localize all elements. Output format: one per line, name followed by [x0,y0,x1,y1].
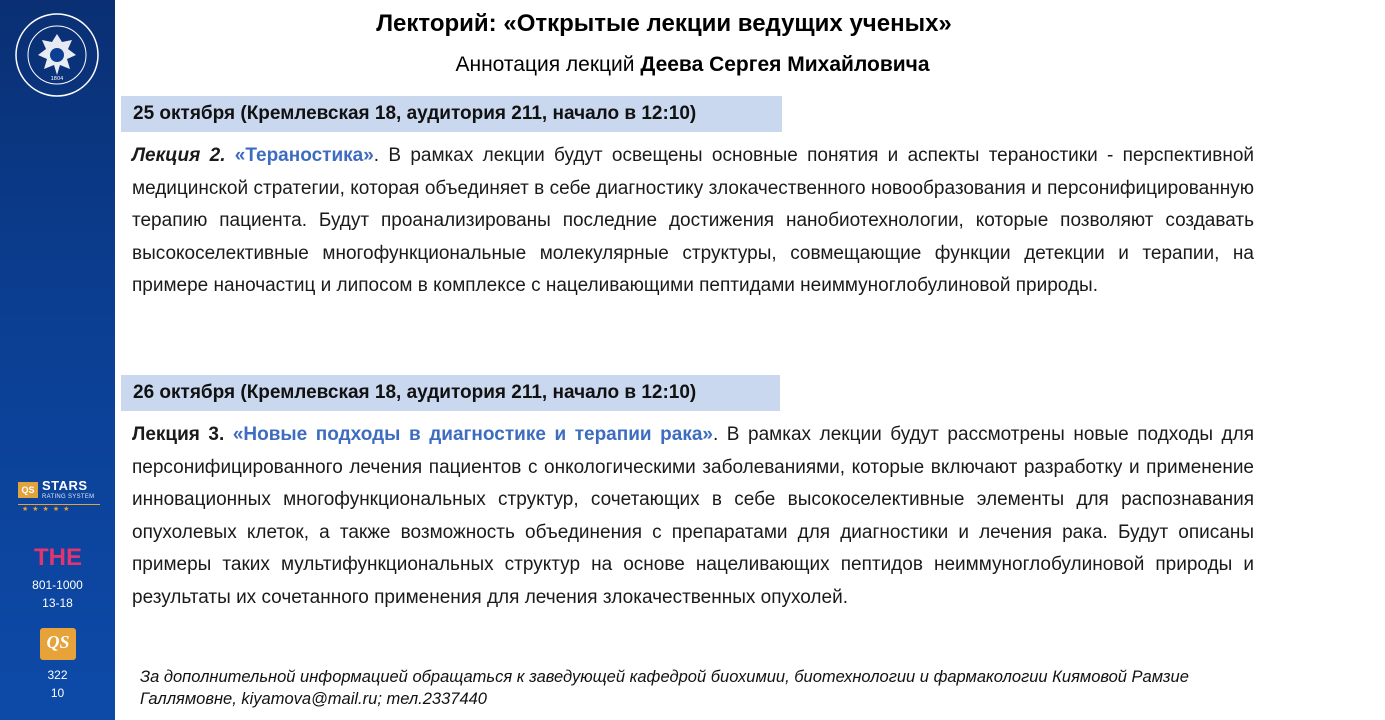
qs-logo-text: QS [46,632,70,652]
the-ranking-logo [34,538,82,572]
lecture-topic: «Новые подходы в диагностике и терапии рака» [232,424,713,445]
lecture-topic: «Тераностика» [234,145,374,166]
qs-stars-word: STARS [42,478,88,493]
lecture-text: . В рамках лекции будут рассмотрены новые подходы для персонифицированного лечения пациентов с онкологическими заболеваниями, которые включают разработку и применение инновационных многофункциональных структур, сочетающих в себе высокоселективные элементы для распознавания опухолевых клеток, а также возможность объединения с препаратами для диагностики и лечения рака. Будут описаны примеры таких мультифункциональных структур на основе нацеливающих пептидов неиммуноглобулиновой природы и результаты их сочетанного применения для лечения злокачественных опухолей. [132,424,1254,608]
qs-ranking-logo [40,628,76,660]
qs-subrank: 10 [50,686,65,700]
lecture-label: Лекция 2. [132,145,226,166]
lecture-date-bar: 25 октября (Кремлевская 18, аудитория 211, начало в 12:10) [121,96,782,132]
the-logo-text: THE [34,544,82,571]
lecture-date-bar: 26 октября (Кремлевская 18, аудитория 211, начало в 12:10) [121,375,780,411]
qs-rank: 322 [47,668,68,682]
lecture-annotation [132,140,1254,303]
lecturer-name: Деева Сергея Михайловича [640,53,930,76]
lecture-label: Лекция 3. [132,424,225,445]
lecture-annotation [132,419,1254,615]
qs-star-row: ★★★★★ [18,504,100,515]
qs-stars-badge [18,478,98,516]
subtitle-prefix: Аннотация лекций [455,53,641,76]
qs-stars-mark: QS [18,482,38,498]
sidebar [0,0,115,720]
page-title: Лекторий: «Открытые лекции ведущих ученых» [376,10,952,37]
page-subtitle [0,53,1385,77]
qs-rating-system-label: RATING SYSTEM [42,494,95,500]
svg-text:1804: 1804 [50,76,64,82]
contact-footer: За дополнительной информацией обращаться к заведующей кафедрой биохимии, биотехнологии и фармакологии Киямовой Рамзие Галлямовне, kiyamova@mail.ru; тел.2337440 [140,668,1189,708]
the-subrank: 13-18 [42,596,73,610]
the-rank: 801-1000 [32,578,83,592]
lecture-text: . В рамках лекции будут освещены основные понятия и аспекты тераностики - перспективной медицинской стратегии, которая объединяет в себе диагностику злокачественного новообразования и персонифицированную терапию пациента. Будут проанализированы последние достижения нанобиотехнологии, которые позволяют создавать высокоселективные многофункциональные молекулярные структуры, совмещающие функции детекции и терапии, на примере наночастиц и липосом в комплексе с нацеливающими пептидами неиммуноглобулиновой природы. [132,145,1254,297]
